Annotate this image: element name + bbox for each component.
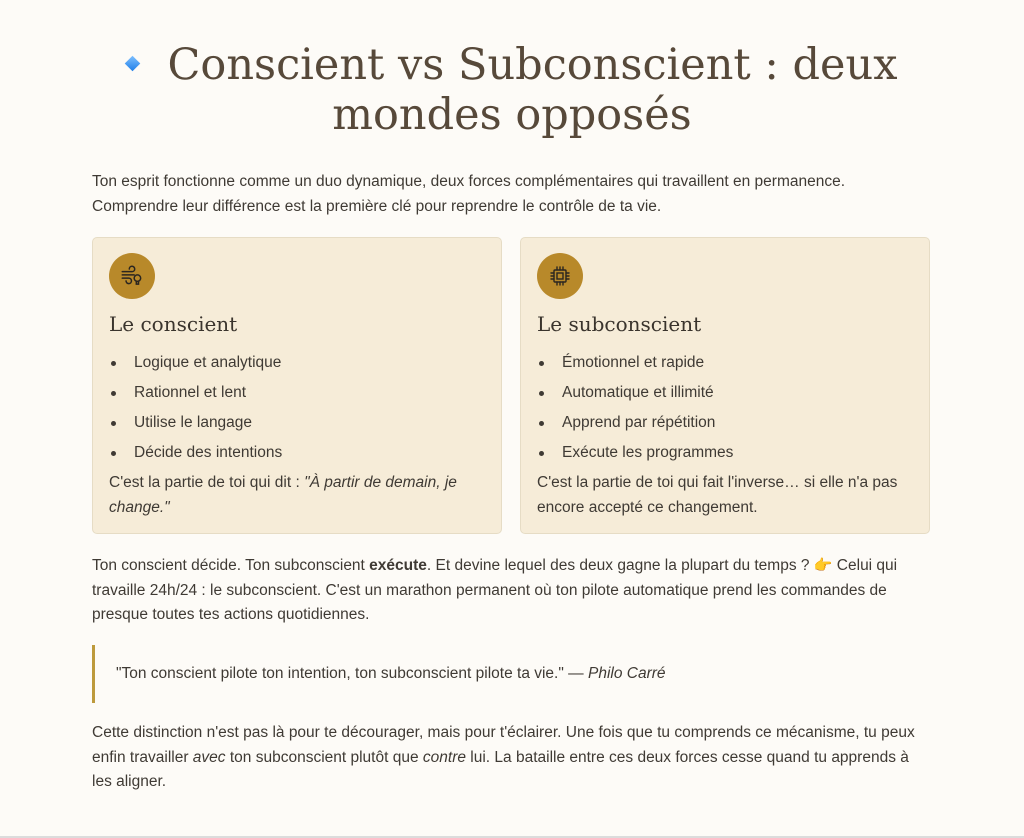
blue-diamond-icon — [124, 56, 140, 72]
page-title — [92, 40, 932, 140]
card-title: Le subconscient — [537, 312, 702, 336]
text-segment: ton subconscient plutôt que — [225, 748, 423, 766]
text-segment: . Et devine lequel des deux gagne la plupart du temps ? — [426, 557, 814, 574]
list-item: Émotionnel et rapide — [537, 348, 733, 378]
text-segment: lui. La bataille entre ces deux forces cesse quand tu apprends à les aligner. — [92, 748, 909, 790]
quote-author: Philo Carré — [587, 665, 666, 682]
list-item: Logique et analytique — [109, 348, 282, 378]
card-note-quote: "À partir de demain, je change." — [109, 474, 457, 516]
cpu-chip-icon — [537, 253, 583, 299]
list-item: Utilise le langage — [109, 408, 282, 438]
list-item: Apprend par répétition — [537, 408, 733, 438]
card-list — [537, 348, 733, 468]
text-segment: Cette distinction n'est pas là pour te décourager, mais pour t'éclairer. Une fois que tu comprends ce mécanisme, tu peux enfin travailler — [92, 724, 915, 766]
intro-paragraph: Ton esprit fonctionne comme un duo dynamique, deux forces complémentaires qui travaillent en permanence. Comprendre leur différence est la première clé pour reprendre le contrôle de ta vie. — [92, 173, 846, 215]
quote-text: "Ton conscient pilote ton intention, ton subconscient pilote ta vie." — — [116, 665, 588, 682]
card-subconscient — [520, 237, 930, 534]
blockquote — [92, 645, 932, 703]
card-note — [109, 471, 489, 520]
card-list — [109, 348, 282, 468]
italic-text: avec — [192, 748, 226, 766]
pointing-hand-icon: 👉 — [813, 557, 833, 574]
list-item: Exécute les programmes — [537, 438, 733, 468]
card-title: Le conscient — [109, 312, 238, 336]
list-item: Automatique et illimité — [537, 378, 733, 408]
card-note-text: C'est la partie de toi qui dit : — [109, 474, 305, 491]
list-item: Rationnel et lent — [109, 378, 282, 408]
card-note-text: C'est la partie de toi qui fait l'inverse… si elle n'a pas encore accepté ce changement. — [537, 474, 898, 516]
comparison-cards — [92, 237, 932, 536]
text-segment: Celui qui travaille 24h/24 : le subconscient. C'est un marathon permanent où ton pilote automatique prend les commandes de presque toutes tes actions quotidiennes. — [92, 557, 898, 623]
list-item: Décide des intentions — [109, 438, 282, 468]
italic-text: contre — [422, 748, 466, 766]
page-title-text: Conscient vs Subconscient : deux mondes opposés — [167, 40, 898, 140]
explanation-paragraph — [92, 554, 932, 628]
text-segment: Ton conscient décide. Ton subconscient — [92, 557, 370, 574]
card-conscient — [92, 237, 502, 534]
bold-text: exécute — [369, 557, 427, 574]
conclusion-paragraph — [92, 721, 932, 795]
card-note — [537, 471, 917, 520]
wind-lightbulb-icon — [109, 253, 155, 299]
